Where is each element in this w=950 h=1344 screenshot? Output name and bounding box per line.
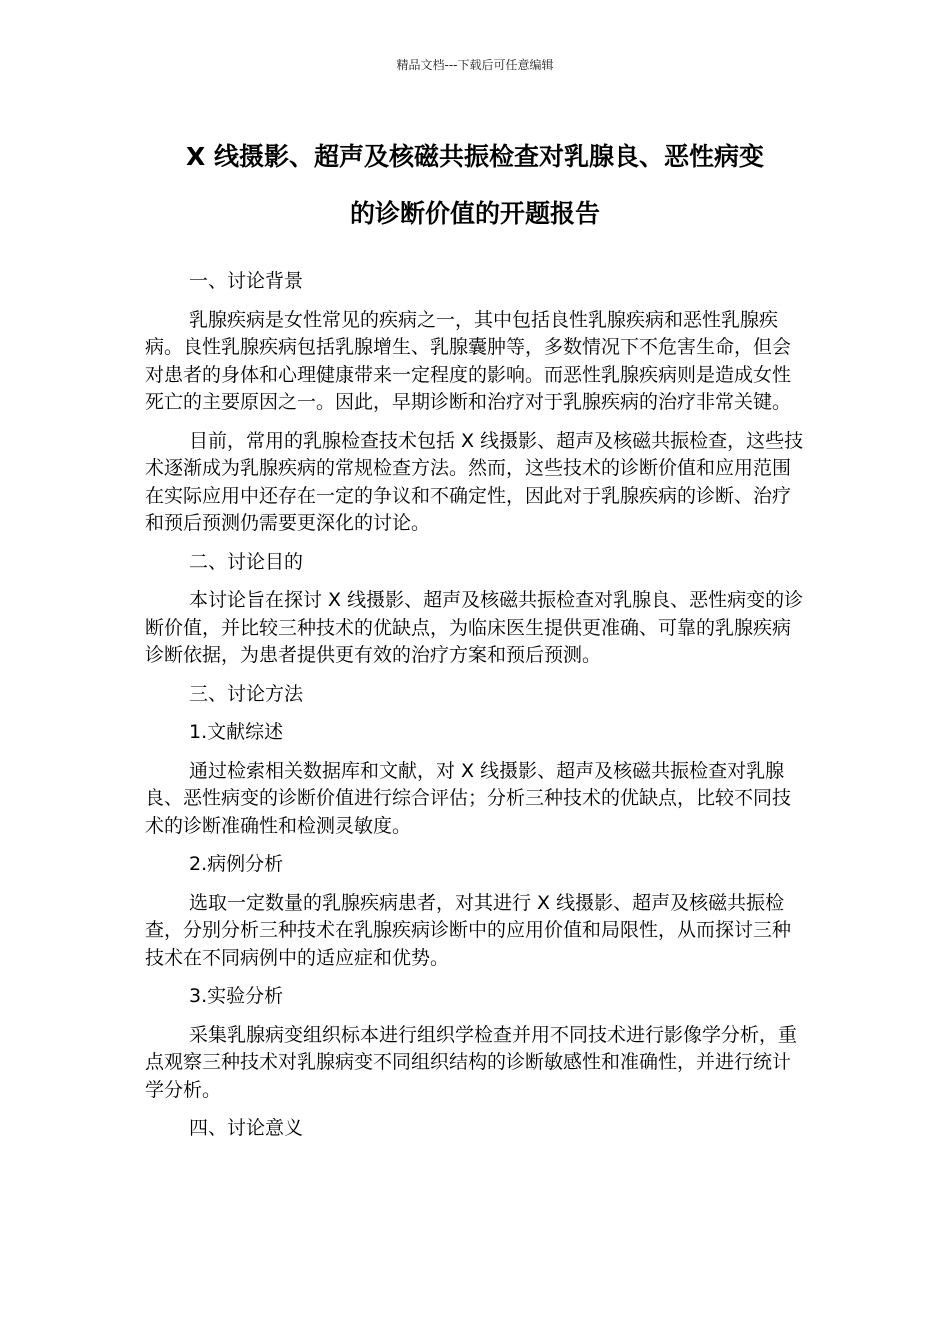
document-title — [100, 128, 850, 242]
subheading-experimental-analysis: 3.实验分析 — [189, 985, 284, 1007]
section-heading-methods: 三、讨论方法 — [189, 682, 304, 705]
background-paragraph-2: 目前，常用的乳腺检查技术包括 X 线摄影、超声及核磁共振检查，这些技术逐渐成为乳腺疾病的常规检查方法。然而，这些技术的诊断价值和应用范围在实际应用中还存在一定的争议和不确定性，因此对于乳腺疾病的诊断、治疗和预后预测仍需要更深化的讨论。 — [145, 429, 804, 534]
purpose-paragraph: 本讨论旨在探讨 X 线摄影、超声及核磁共振检查对乳腺良、恶性病变的诊断价值，并比较三种技术的优缺点，为临床医生提供更准确、可靠的乳腺疾病诊断依据，为患者提供更有效的治疗方案和预后预测。 — [145, 589, 804, 666]
case-analysis-paragraph: 选取一定数量的乳腺疾病患者，对其进行 X 线摄影、超声及核磁共振检查，分别分析三种技术在乳腺疾病诊断中的应用价值和局限性，从而探讨三种技术在不同病例中的适应症和优势。 — [145, 891, 792, 969]
page-header: 精品文档---下载后可任意编辑 — [396, 58, 554, 72]
section-heading-significance: 四、讨论意义 — [189, 1117, 304, 1139]
experimental-analysis-paragraph: 采集乳腺病变组织标本进行组织学检查并用不同技术进行影像学分析，重点观察三种技术对乳腺病变不同组织结构的诊断敏感性和准确性，并进行统计学分析。 — [145, 1023, 798, 1101]
document-title-line-1: X 线摄影、超声及核磁共振检查对乳腺良、恶性病变 — [186, 142, 764, 171]
subheading-literature-review: 1.文献综述 — [189, 721, 284, 743]
background-paragraph-1: 乳腺疾病是女性常见的疾病之一，其中包括良性乳腺疾病和恶性乳腺疾病。良性乳腺疾病包括乳腺增生、乳腺囊肿等，多数情况下不危害生命，但会对患者的身体和心理健康带来一定程度的影响。而恶性乳腺疾病则是造成女性死亡的主要原因之一。因此，早期诊断和治疗对于乳腺疾病的治疗非常关键。 — [145, 308, 792, 413]
subheading-case-analysis: 2.病例分析 — [189, 853, 284, 875]
literature-review-paragraph: 通过检索相关数据库和文献，对 X 线摄影、超声及核磁共振检查对乳腺良、恶性病变的诊断价值进行综合评估；分析三种技术的优缺点，比较不同技术的诊断准确性和检测灵敏度。 — [145, 759, 792, 837]
document-title-line-2: 的诊断价值的开题报告 — [349, 199, 600, 228]
section-heading-purpose: 二、讨论目的 — [189, 550, 304, 573]
section-heading-background: 一、讨论背景 — [189, 270, 304, 292]
document-body — [145, 268, 805, 1154]
